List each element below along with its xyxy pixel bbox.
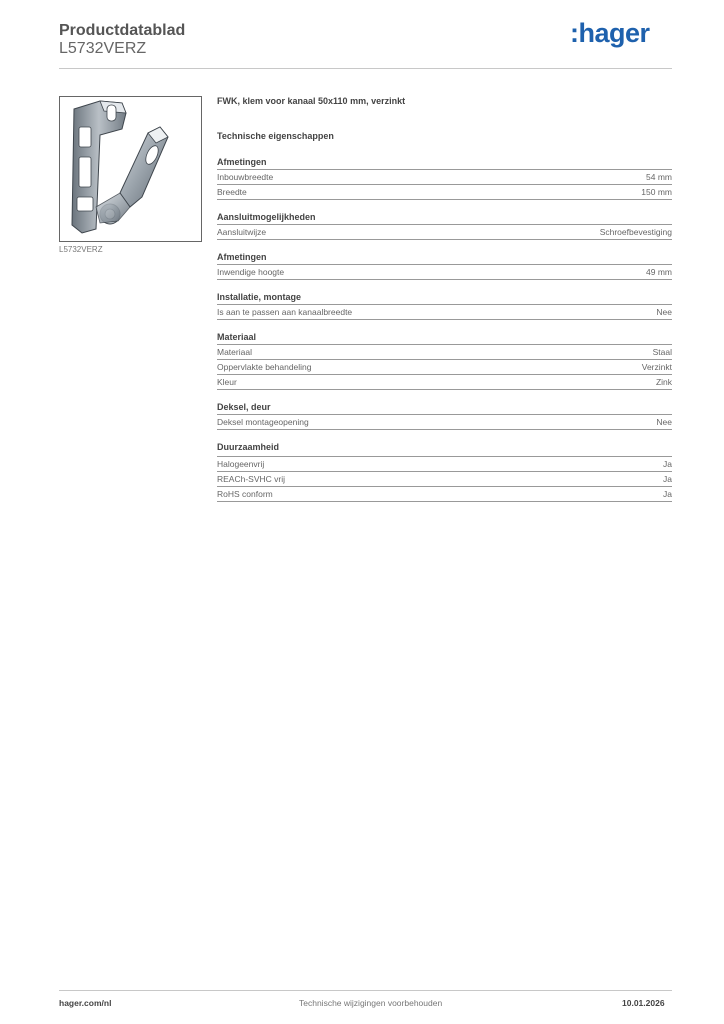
spec-panel [217,94,672,502]
hager-logo: :hager [570,18,650,48]
spec-row [217,472,672,487]
footer-disclaimer: Technische wijzigingen voorbehouden [299,998,443,1008]
spec-value: Schroefbevestiging [599,227,672,237]
spec-label: Aansluitwijze [217,227,267,237]
footer-divider [59,990,672,991]
product-code: L5732VERZ [59,40,147,57]
header-divider [59,68,672,69]
spec-row [217,265,672,280]
spec-row [217,170,672,185]
spec-value: 54 mm [646,172,672,182]
section-heading: Technische eigenschappen [217,131,334,141]
spec-group-installatie [217,292,672,320]
group-title: Deksel, deur [217,402,672,415]
product-image [59,96,202,242]
group-title: Duurzaamheid [217,442,672,457]
spec-group-materiaal [217,332,672,390]
footer-website: hager.com/nl [59,998,112,1008]
spec-group-duurzaamheid [217,442,672,502]
clamp-illustration [60,97,201,241]
spec-value: Verzinkt [641,362,672,372]
spec-row [217,457,672,472]
spec-label: RoHS conform [217,489,273,499]
spec-label: Halogeenvrij [217,459,265,469]
spec-value: Ja [663,459,672,469]
spec-label: Breedte [217,187,247,197]
spec-label: Deksel montageopening [217,417,309,427]
spec-row [217,185,672,200]
spec-value: Nee [656,417,672,427]
group-title: Afmetingen [217,252,672,265]
group-title: Afmetingen [217,157,672,170]
spec-label: Is aan te passen aan kanaalbreedte [217,307,353,317]
spec-row [217,415,672,430]
spec-value: Ja [663,489,672,499]
spec-label: REACh-SVHC vrij [217,474,286,484]
spec-group-aansluitmogelijkheden [217,212,672,240]
spec-group-afmetingen [217,157,672,200]
spec-value: 49 mm [646,267,672,277]
spec-row [217,360,672,375]
spec-row [217,375,672,390]
spec-row [217,225,672,240]
footer-date: 10.01.2026 [622,998,665,1008]
spec-label: Oppervlakte behandeling [217,362,312,372]
spec-label: Kleur [217,377,237,387]
group-title: Materiaal [217,332,672,345]
spec-value: Nee [656,307,672,317]
group-title: Installatie, montage [217,292,672,305]
page-title: Productdatablad [59,22,186,39]
spec-value: Zink [655,377,672,387]
group-title: Aansluitmogelijkheden [217,212,672,225]
spec-group-deksel [217,402,672,430]
spec-row [217,345,672,360]
spec-value: Ja [663,474,672,484]
spec-group-afmetingen-2 [217,252,672,280]
spec-label: Materiaal [217,347,252,357]
spec-label: Inbouwbreedte [217,172,274,182]
spec-value: 150 mm [641,187,672,197]
spec-row [217,305,672,320]
spec-row [217,487,672,502]
image-caption: L5732VERZ [59,245,103,254]
spec-label: Inwendige hoogte [217,267,285,277]
product-description: FWK, klem voor kanaal 50x110 mm, verzinkt [217,96,406,106]
spec-value: Staal [652,347,672,357]
